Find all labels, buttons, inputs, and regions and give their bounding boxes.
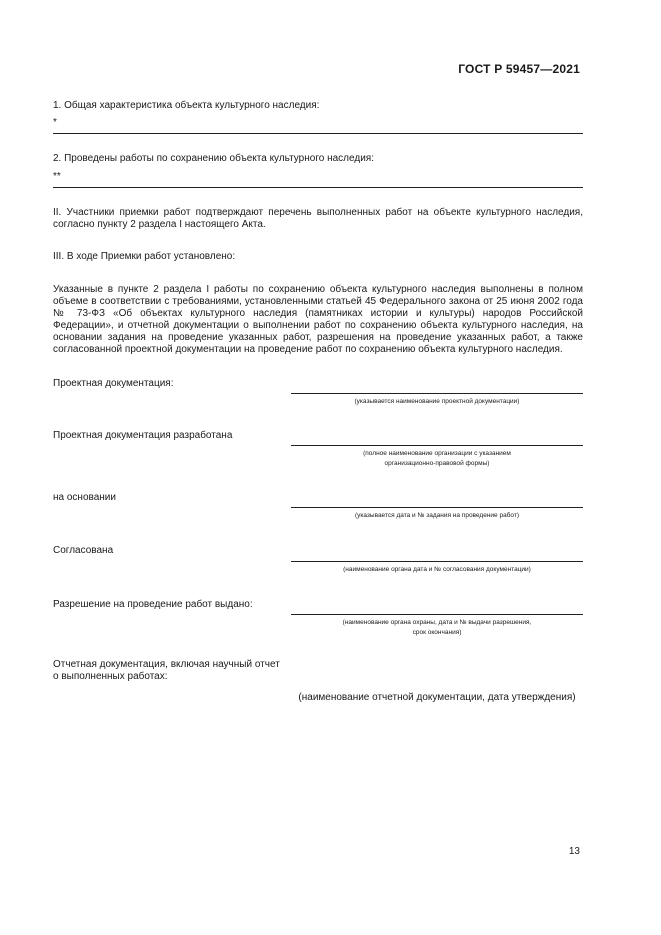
- report-caption: (наименование отчетной документации, дата утверждения): [298, 692, 576, 703]
- developed-by-label: Проектная документация разработана: [53, 430, 233, 441]
- section-iii-heading: III. В ходе Приемки работ установлено:: [53, 251, 236, 262]
- project-doc-caption: (указывается наименование проектной документации): [354, 398, 520, 405]
- section2-mark: **: [53, 171, 61, 182]
- permit-label: Разрешение на проведение работ выдано:: [53, 599, 253, 610]
- developed-by-caption-line1: (полное наименование организации с указанием: [363, 450, 511, 457]
- report-label-line1: Отчетная документация, включая научный отчет: [53, 659, 280, 670]
- approved-caption: (наименование органа дата и № согласования документации): [343, 566, 531, 573]
- project-doc-label: Проектная документация:: [53, 378, 174, 389]
- permit-line: [291, 614, 583, 615]
- permit-caption: [291, 618, 583, 638]
- project-doc-line: [291, 393, 583, 394]
- section-ii-text: II. Участники приемки работ подтверждают перечень выполненных работ на объекте культурного наследия, согласно пункту 2 раздела I настоящего Акта.: [53, 207, 583, 230]
- basis-line: [291, 507, 583, 508]
- developed-by-caption-line2: организационно-правовой формы): [384, 460, 490, 467]
- section2-rule: [53, 187, 583, 188]
- developed-by-caption: [291, 449, 583, 469]
- approved-line: [291, 561, 583, 562]
- report-label-line2: о выполненных работах:: [53, 671, 168, 682]
- approved-label: Согласована: [53, 545, 114, 556]
- section2-label: 2. Проведены работы по сохранению объекта культурного наследия:: [53, 153, 374, 164]
- permit-caption-line2: срок окончания): [412, 629, 462, 636]
- basis-caption: (указывается дата и № задания на проведение работ): [354, 512, 520, 519]
- permit-caption-line1: (наименование органа охраны, дата и № выдачи разрешения,: [342, 619, 532, 626]
- section1-label: 1. Общая характеристика объекта культурного наследия:: [53, 100, 320, 111]
- page-number: 13: [568, 846, 580, 857]
- report-label: [53, 659, 280, 683]
- standard-number: ГОСТ Р 59457—2021: [458, 62, 580, 76]
- section1-rule: [53, 133, 583, 134]
- section1-mark: *: [53, 117, 57, 128]
- basis-label: на основании: [53, 492, 116, 503]
- section-iii-body: Указанные в пункте 2 раздела I работы по сохранению объекта культурного наследия выполнены в полном объеме в соответствии с требованиями, установленными статьей 45 Федерального закона от 25 июня 2002 года № 73-ФЗ «Об объектах культурного наследия (памятниках истории и культуры) народов Российской Федерации», и отчетной документации о выполнении работ по сохранению объекта культурного наследия, на основании задания на проведение указанных работ, разрешения на проведение указанных работ, а также согласованной проектной документации на проведение работ по сохранению объекта культурного наследия.: [53, 284, 583, 355]
- developed-by-line: [291, 445, 583, 446]
